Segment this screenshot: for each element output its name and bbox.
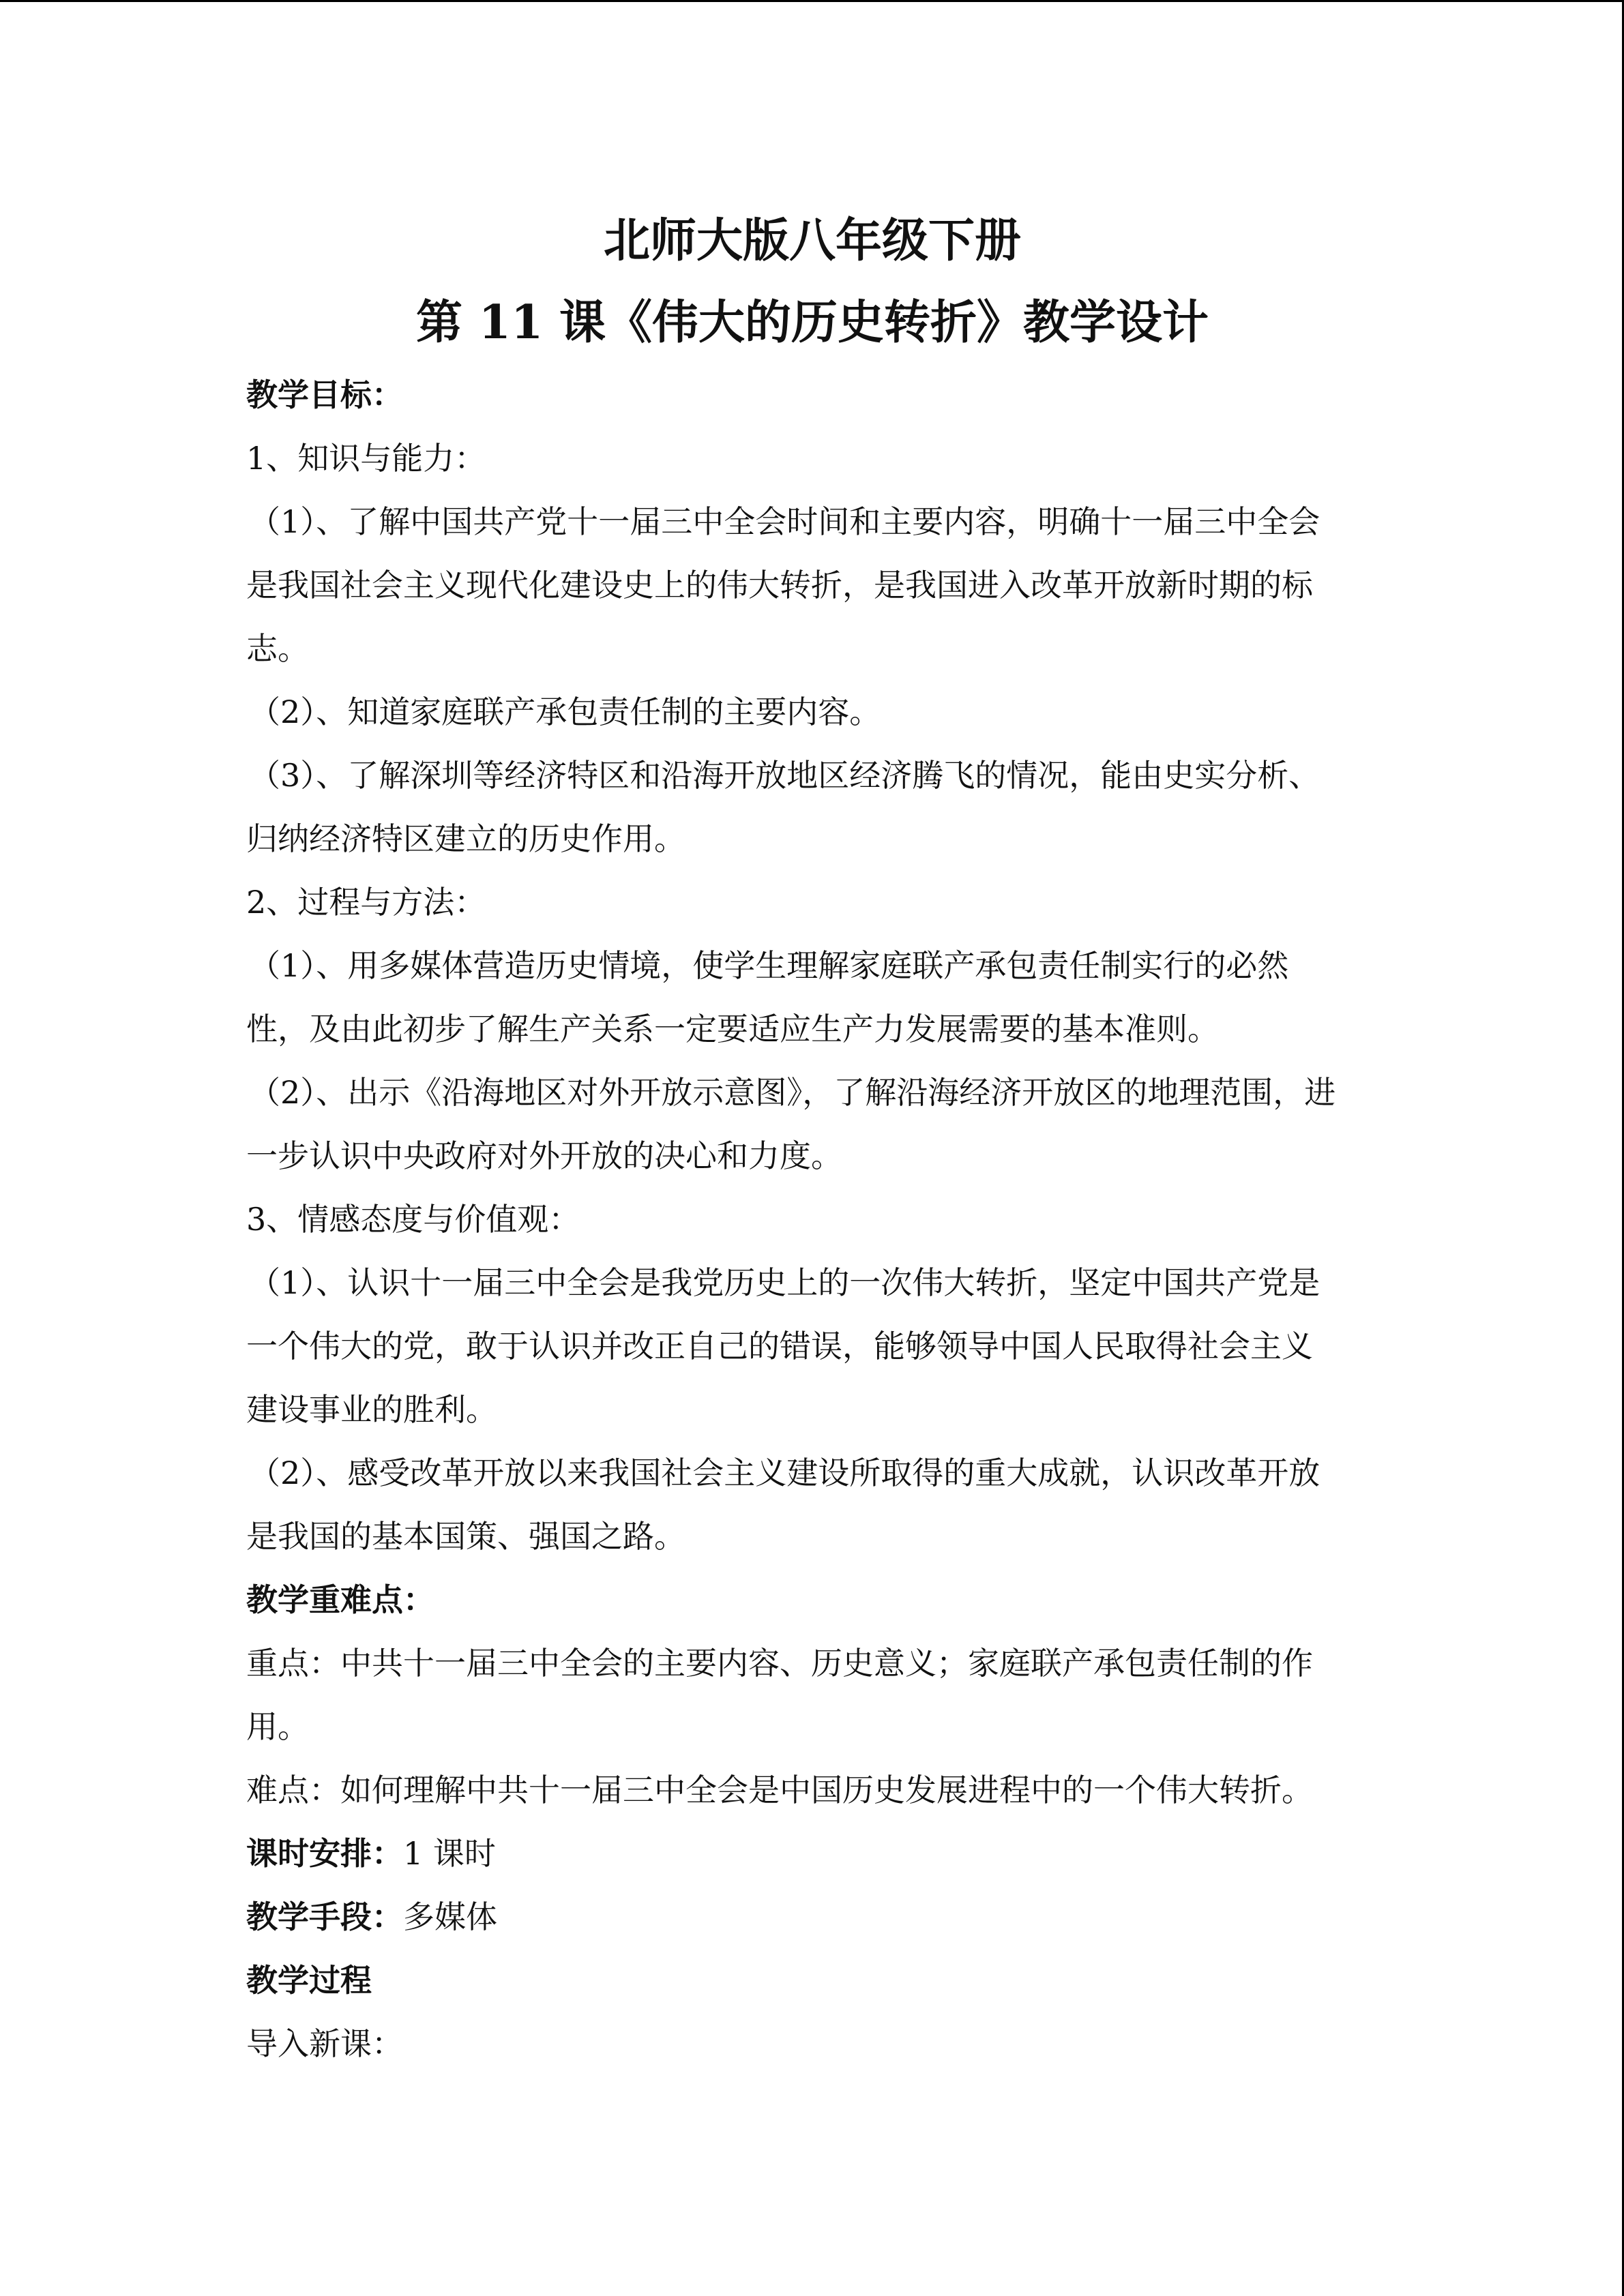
paragraph-line: 是我国社会主义现代化建设史上的伟大转折，是我国进入改革开放新时期的标	[246, 567, 1313, 603]
teaching-means-label: 教学手段：	[246, 1898, 403, 1935]
section-heading-teaching-objectives: 教学目标：	[246, 376, 403, 413]
paragraph-line: （1）、认识十一届三中全会是我党历史上的一次伟大转折，坚定中国共产党是	[249, 1264, 1320, 1301]
document-title-line-2: 第 11 课《伟大的历史转折》教学设计	[416, 295, 1209, 350]
paragraph-line: （2）、感受改革开放以来我国社会主义建设所取得的重大成就，认识改革开放	[249, 1455, 1320, 1491]
class-hours-line	[246, 1822, 1378, 1885]
paragraph-line: 建设事业的胜利。	[246, 1391, 497, 1428]
paragraph-line: （1）、用多媒体营造历史情境，使学生理解家庭联产承包责任制实行的必然	[249, 947, 1289, 984]
paragraph-line: 志。	[246, 630, 309, 667]
paragraph-line: 一步认识中央政府对外开放的决心和力度。	[246, 1137, 842, 1174]
teaching-means-value: 多媒体	[403, 1898, 497, 1935]
subheading-emotion-values: 3、情感态度与价值观：	[246, 1201, 580, 1238]
class-hours-label: 课时安排：	[246, 1835, 403, 1872]
document-title-line-1: 北师大版八年级下册	[603, 213, 1021, 268]
section-heading-teaching-process: 教学过程	[246, 1962, 372, 1999]
teaching-means-line	[246, 1885, 1378, 1949]
subheading-knowledge-ability: 1、知识与能力：	[246, 440, 486, 477]
section-heading-key-difficult-points: 教学重难点：	[246, 1581, 434, 1618]
paragraph-line: 性，及由此初步了解生产关系一定要适应生产力发展需要的基本准则。	[246, 1011, 1219, 1047]
paragraph-line: 是我国的基本国策、强国之路。	[246, 1518, 685, 1555]
subheading-introduction: 导入新课：	[246, 2025, 403, 2062]
paragraph-line: （2）、出示《沿海地区对外开放示意图》，了解沿海经济开放区的地理范围，进	[249, 1074, 1336, 1111]
subheading-process-method: 2、过程与方法：	[246, 884, 486, 921]
paragraph-line: 归纳经济特区建立的历史作用。	[246, 820, 685, 857]
paragraph-line: （1）、了解中国共产党十一届三中全会时间和主要内容，明确十一届三中全会	[249, 503, 1320, 540]
document-body	[246, 363, 1378, 2076]
paragraph-line: （2）、知道家庭联产承包责任制的主要内容。	[249, 694, 881, 730]
paragraph-line: 用。	[246, 1708, 309, 1745]
paragraph-line: （3）、了解深圳等经济特区和沿海开放地区经济腾飞的情况，能由史实分析、	[249, 757, 1320, 794]
paragraph-line: 难点：如何理解中共十一届三中全会是中国历史发展进程中的一个伟大转折。	[246, 1772, 1313, 1808]
class-hours-value: 1 课时	[403, 1835, 496, 1872]
paragraph-line: 一个伟大的党，敢于认识并改正自己的错误，能够领导中国人民取得社会主义	[246, 1328, 1313, 1365]
page-border-top	[0, 0, 1624, 2]
paragraph-line: 重点：中共十一届三中全会的主要内容、历史意义；家庭联产承包责任制的作	[246, 1645, 1313, 1682]
